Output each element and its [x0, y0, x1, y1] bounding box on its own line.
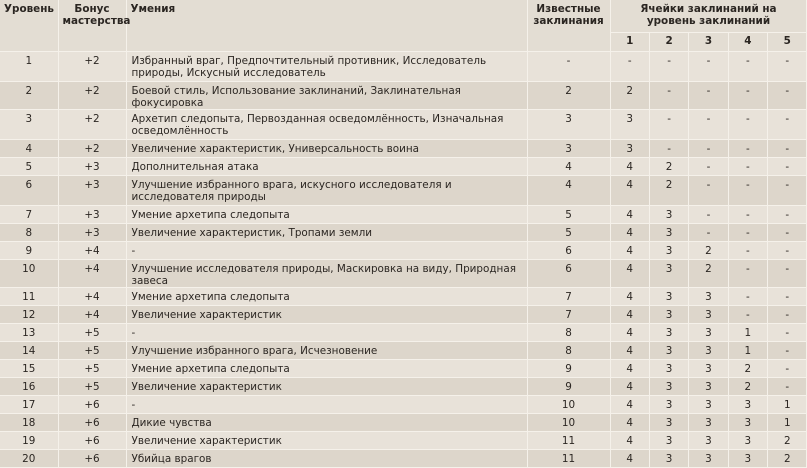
table-row	[0, 176, 807, 206]
spell-slot-cell: 3	[649, 224, 688, 242]
header-spells-known: Известные заклинания	[527, 0, 610, 52]
spell-slot-cell: -	[728, 158, 767, 176]
proficiency-bonus-cell: +3	[58, 206, 126, 224]
proficiency-bonus-cell: +3	[58, 176, 126, 206]
spell-slot-cell: 1	[728, 324, 767, 342]
spell-slot-cell: -	[728, 176, 767, 206]
features-cell: Умение архетипа следопыта	[126, 206, 527, 224]
spell-slot-cell: 1	[728, 342, 767, 360]
table-row	[0, 158, 807, 176]
spell-slot-cell: 3	[689, 396, 728, 414]
level-cell: 7	[0, 206, 58, 224]
spells-known-cell: 5	[527, 224, 610, 242]
header-spell-slots: Ячейки заклинаний на уровень заклинаний	[610, 0, 807, 33]
header-level: Уровень	[0, 0, 58, 52]
spell-slot-cell: 3	[649, 414, 688, 432]
spell-slot-cell: 3	[689, 324, 728, 342]
header-features: Умения	[126, 0, 527, 52]
level-cell: 18	[0, 414, 58, 432]
proficiency-bonus-cell: +6	[58, 414, 126, 432]
features-cell: Улучшение избранного врага, Исчезновение	[126, 342, 527, 360]
level-cell: 14	[0, 342, 58, 360]
level-cell: 2	[0, 82, 58, 110]
features-cell: Увеличение характеристик	[126, 378, 527, 396]
spell-slot-cell: 3	[689, 342, 728, 360]
features-cell: Боевой стиль, Использование заклинаний, Заклинательная фокусировка	[126, 82, 527, 110]
spell-slot-cell: 4	[610, 224, 649, 242]
spell-slot-cell: -	[728, 206, 767, 224]
spell-slot-cell: -	[689, 140, 728, 158]
spell-slot-cell: 3	[689, 450, 728, 468]
features-cell: Увеличение характеристик, Тропами земли	[126, 224, 527, 242]
spell-slot-cell: -	[728, 242, 767, 260]
spells-known-cell: 4	[527, 158, 610, 176]
spells-known-cell: 10	[527, 396, 610, 414]
features-cell: Умение архетипа следопыта	[126, 360, 527, 378]
spells-known-cell: 3	[527, 140, 610, 158]
spell-slot-cell: 4	[610, 360, 649, 378]
spell-slot-cell: 3	[689, 378, 728, 396]
spell-slot-cell: 4	[610, 324, 649, 342]
spell-slot-cell: -	[689, 158, 728, 176]
spell-slot-cell: 2	[689, 260, 728, 288]
spell-slot-cell: 3	[649, 396, 688, 414]
spell-slot-cell: -	[649, 140, 688, 158]
spell-slot-cell: 3	[649, 360, 688, 378]
spell-slot-cell: -	[768, 378, 807, 396]
features-cell: -	[126, 242, 527, 260]
features-cell: Улучшение исследователя природы, Маскировка на виду, Природная завеса	[126, 260, 527, 288]
spells-known-cell: 7	[527, 306, 610, 324]
spell-slot-cell: 4	[610, 206, 649, 224]
features-cell: Убийца врагов	[126, 450, 527, 468]
features-cell: Увеличение характеристик	[126, 432, 527, 450]
spell-slot-cell: -	[728, 110, 767, 140]
spell-slot-cell: 3	[649, 242, 688, 260]
level-cell: 12	[0, 306, 58, 324]
spells-known-cell: 2	[527, 82, 610, 110]
level-cell: 15	[0, 360, 58, 378]
spell-slot-cell: 3	[610, 140, 649, 158]
spell-slot-cell: -	[689, 82, 728, 110]
table-row	[0, 324, 807, 342]
spell-slot-cell: -	[728, 52, 767, 82]
proficiency-bonus-cell: +3	[58, 224, 126, 242]
spell-slot-cell: 4	[610, 176, 649, 206]
spell-slot-cell: 3	[728, 450, 767, 468]
spell-slot-cell: -	[649, 52, 688, 82]
features-cell: Увеличение характеристик	[126, 306, 527, 324]
table-row	[0, 450, 807, 468]
spells-known-cell: 9	[527, 360, 610, 378]
level-cell: 10	[0, 260, 58, 288]
spell-slot-cell: -	[728, 260, 767, 288]
spell-slot-cell: 3	[610, 110, 649, 140]
spell-slot-cell: -	[728, 224, 767, 242]
features-cell: -	[126, 324, 527, 342]
level-cell: 9	[0, 242, 58, 260]
spell-slot-cell: 4	[610, 396, 649, 414]
level-cell: 17	[0, 396, 58, 414]
spell-slot-cell: 4	[610, 288, 649, 306]
proficiency-bonus-cell: +2	[58, 82, 126, 110]
proficiency-bonus-cell: +5	[58, 342, 126, 360]
spells-known-cell: 5	[527, 206, 610, 224]
spells-known-cell: 6	[527, 242, 610, 260]
proficiency-bonus-cell: +2	[58, 140, 126, 158]
proficiency-bonus-cell: +3	[58, 158, 126, 176]
spell-slot-cell: -	[768, 324, 807, 342]
spell-slot-cell: -	[768, 110, 807, 140]
spell-slot-cell: 2	[768, 450, 807, 468]
spell-slot-cell: -	[689, 224, 728, 242]
level-cell: 11	[0, 288, 58, 306]
spell-slot-cell: 4	[610, 342, 649, 360]
table-row	[0, 52, 807, 82]
level-cell: 16	[0, 378, 58, 396]
proficiency-bonus-cell: +2	[58, 52, 126, 82]
spell-slot-cell: -	[768, 360, 807, 378]
table-row	[0, 432, 807, 450]
table-row	[0, 414, 807, 432]
spell-slot-cell: -	[768, 224, 807, 242]
table-row	[0, 342, 807, 360]
spell-slot-cell: -	[768, 82, 807, 110]
level-cell: 6	[0, 176, 58, 206]
header-slot-level: 5	[768, 33, 807, 52]
spell-slot-cell: 4	[610, 432, 649, 450]
spell-slot-cell: 3	[649, 206, 688, 224]
level-cell: 20	[0, 450, 58, 468]
spell-slot-cell: -	[768, 140, 807, 158]
spell-slot-cell: -	[768, 206, 807, 224]
spell-slot-cell: 2	[728, 360, 767, 378]
spell-slot-cell: -	[689, 52, 728, 82]
spells-known-cell: 4	[527, 176, 610, 206]
spells-known-cell: 9	[527, 378, 610, 396]
spell-slot-cell: 2	[649, 158, 688, 176]
proficiency-bonus-cell: +5	[58, 324, 126, 342]
spell-slot-cell: 2	[689, 242, 728, 260]
spell-slot-cell: 3	[649, 288, 688, 306]
table-row	[0, 206, 807, 224]
features-cell: -	[126, 396, 527, 414]
spell-slot-cell: -	[728, 306, 767, 324]
spell-slot-cell: 1	[768, 414, 807, 432]
spell-slot-cell: 3	[728, 414, 767, 432]
features-cell: Дополнительная атака	[126, 158, 527, 176]
spell-slot-cell: -	[768, 260, 807, 288]
spell-slot-cell: 1	[768, 396, 807, 414]
table-row	[0, 224, 807, 242]
proficiency-bonus-cell: +6	[58, 450, 126, 468]
level-cell: 8	[0, 224, 58, 242]
proficiency-bonus-cell: +4	[58, 306, 126, 324]
spell-slot-cell: -	[768, 306, 807, 324]
proficiency-bonus-cell: +6	[58, 396, 126, 414]
spell-slot-cell: 3	[649, 378, 688, 396]
spell-slot-cell: 4	[610, 306, 649, 324]
table-row	[0, 306, 807, 324]
spell-slot-cell: -	[649, 82, 688, 110]
table-row	[0, 82, 807, 110]
spell-slot-cell: 2	[610, 82, 649, 110]
spell-slot-cell: 3	[728, 396, 767, 414]
features-cell: Улучшение избранного врага, искусного исследователя и исследователя природы	[126, 176, 527, 206]
spell-slot-cell: -	[768, 176, 807, 206]
features-cell: Архетип следопыта, Первозданная осведомлённость, Изначальная осведомлённость	[126, 110, 527, 140]
table-row	[0, 140, 807, 158]
spell-slot-cell: 3	[649, 450, 688, 468]
spell-slot-cell: -	[768, 52, 807, 82]
spells-known-cell: 6	[527, 260, 610, 288]
spell-slot-cell: 3	[689, 288, 728, 306]
proficiency-bonus-cell: +5	[58, 378, 126, 396]
spell-slot-cell: 4	[610, 450, 649, 468]
table-row	[0, 110, 807, 140]
spell-slot-cell: 4	[610, 414, 649, 432]
features-cell: Умение архетипа следопыта	[126, 288, 527, 306]
spell-slot-cell: 3	[649, 342, 688, 360]
level-cell: 5	[0, 158, 58, 176]
spells-known-cell: 10	[527, 414, 610, 432]
spell-slot-cell: 2	[649, 176, 688, 206]
spell-slot-cell: 4	[610, 242, 649, 260]
header-proficiency-bonus: Бонус мастерства	[58, 0, 126, 52]
spell-slot-cell: 3	[689, 306, 728, 324]
spell-slot-cell: 2	[728, 378, 767, 396]
spell-slot-cell: 3	[649, 324, 688, 342]
spell-slot-cell: 3	[649, 260, 688, 288]
spell-slot-cell: -	[649, 110, 688, 140]
spell-slot-cell: 3	[689, 414, 728, 432]
proficiency-bonus-cell: +5	[58, 360, 126, 378]
spell-slot-cell: -	[689, 110, 728, 140]
spell-slot-cell: -	[728, 140, 767, 158]
level-cell: 1	[0, 52, 58, 82]
spell-slot-cell: -	[768, 342, 807, 360]
header-slot-level: 1	[610, 33, 649, 52]
spell-slot-cell: -	[768, 158, 807, 176]
spell-slot-cell: 3	[728, 432, 767, 450]
spells-known-cell: 8	[527, 342, 610, 360]
spells-known-cell: 3	[527, 110, 610, 140]
features-cell: Увеличение характеристик, Универсальность воина	[126, 140, 527, 158]
level-cell: 19	[0, 432, 58, 450]
table-row	[0, 242, 807, 260]
spell-slot-cell: 3	[689, 432, 728, 450]
table-row	[0, 360, 807, 378]
spells-known-cell: 8	[527, 324, 610, 342]
proficiency-bonus-cell: +4	[58, 260, 126, 288]
spell-slot-cell: 4	[610, 158, 649, 176]
header-slot-level: 3	[689, 33, 728, 52]
spell-slot-cell: -	[768, 288, 807, 306]
features-cell: Избранный враг, Предпочтительный противник, Исследователь природы, Искусный исследователь	[126, 52, 527, 82]
proficiency-bonus-cell: +2	[58, 110, 126, 140]
table-row	[0, 396, 807, 414]
spell-slot-cell: 3	[689, 360, 728, 378]
level-cell: 3	[0, 110, 58, 140]
spell-slot-cell: -	[728, 288, 767, 306]
spell-slot-cell: -	[768, 242, 807, 260]
features-cell: Дикие чувства	[126, 414, 527, 432]
spell-slot-cell: 4	[610, 378, 649, 396]
spells-known-cell: 7	[527, 288, 610, 306]
spell-slot-cell: -	[689, 176, 728, 206]
spell-slot-cell: -	[728, 82, 767, 110]
table-row	[0, 260, 807, 288]
level-cell: 13	[0, 324, 58, 342]
proficiency-bonus-cell: +4	[58, 242, 126, 260]
proficiency-bonus-cell: +4	[58, 288, 126, 306]
spell-slot-cell: -	[610, 52, 649, 82]
spell-slot-cell: -	[689, 206, 728, 224]
spell-slot-cell: 3	[649, 432, 688, 450]
header-slot-level: 4	[728, 33, 767, 52]
level-cell: 4	[0, 140, 58, 158]
proficiency-bonus-cell: +6	[58, 432, 126, 450]
spells-known-cell: 11	[527, 450, 610, 468]
table-row	[0, 378, 807, 396]
table-row	[0, 288, 807, 306]
spells-known-cell: -	[527, 52, 610, 82]
spells-known-cell: 11	[527, 432, 610, 450]
table-body	[0, 52, 807, 468]
spell-slot-cell: 4	[610, 260, 649, 288]
spell-slot-cell: 2	[768, 432, 807, 450]
spell-slot-cell: 3	[649, 306, 688, 324]
header-slot-level: 2	[649, 33, 688, 52]
